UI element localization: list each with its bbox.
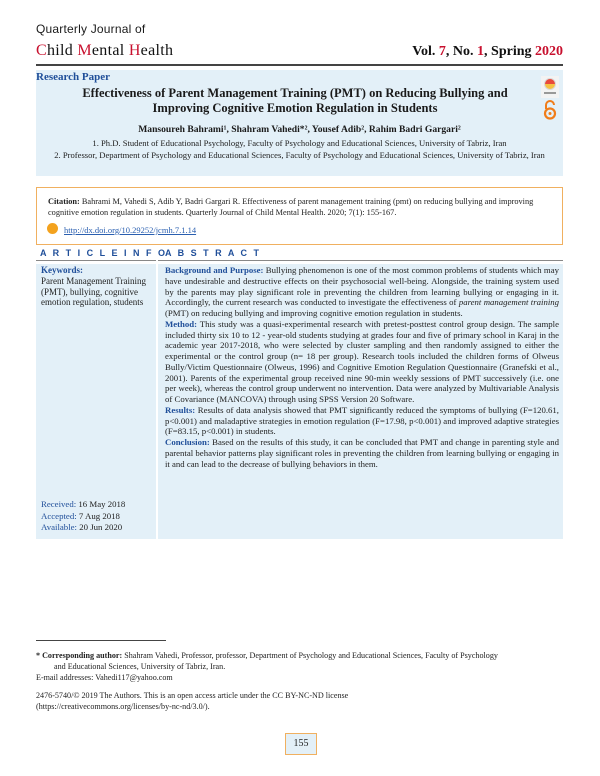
method-label: Method: xyxy=(165,318,198,329)
crossmark-icon[interactable] xyxy=(541,76,559,98)
journal-name-c: C xyxy=(36,42,47,59)
affiliations xyxy=(36,138,563,161)
corresponding-author xyxy=(36,650,563,683)
season-label: , Spring xyxy=(484,44,535,59)
corr-line-2: and Educational Sciences, University of Tabriz, Iran. xyxy=(54,662,226,671)
journal-name-part: hild xyxy=(46,42,78,59)
page-number: 155 xyxy=(285,733,317,755)
citation-label: Citation: xyxy=(48,197,80,206)
abstract-rule xyxy=(158,260,563,261)
volume-info xyxy=(412,44,563,60)
affiliation-1: 1. Ph.D. Student of Educational Psychology, Faculty of Psychology and Educational Sciences, University of Tabriz, Iran xyxy=(92,138,507,148)
article-dates xyxy=(41,499,125,534)
corr-email: E-mail addresses: Vahedi117@yahoo.com xyxy=(36,673,173,682)
abstract-heading: A B S T R A C T xyxy=(165,248,261,258)
issue-number: 1 xyxy=(477,44,485,59)
abstract-results xyxy=(165,405,559,437)
keywords-list: Parent Management Training (PMT), bullying, cognitive emotion regulation, students xyxy=(41,276,146,308)
article-info-rule xyxy=(36,260,156,261)
license-line-1: 2476-5740/© 2019 The Authors. This is an open access article under the CC BY-NC-ND license xyxy=(36,691,349,700)
abstract-conclusion xyxy=(165,437,559,469)
citation-text xyxy=(48,196,553,218)
journal-name-m: M xyxy=(77,42,92,59)
conclusion-label: Conclusion: xyxy=(165,437,210,447)
accepted-date xyxy=(41,511,125,523)
received-date xyxy=(41,499,125,511)
corr-label: * Corresponding author: xyxy=(36,651,123,660)
journal-top-rest2: ournal of xyxy=(96,22,146,36)
background-text: Bullying phenomenon is one of the most common problems of students which may have undesirable and destructive effects on their psychosocial well-being. Alongside, the training system used by the parents may play significant role in preventing the children from learning bullying or engaging in it. Accordingly, the current research was conducted to investigate the effectiveness of xyxy=(165,265,559,308)
journal-top-q: Q xyxy=(36,22,46,36)
doi-row xyxy=(47,223,196,235)
header-divider xyxy=(36,64,563,66)
abstract-background xyxy=(165,265,559,319)
vol-number: 7 xyxy=(438,44,446,59)
citation-body: Bahrami M, Vahedi S, Adib Y, Badri Gargari R. Effectiveness of parent management training (pmt) on reducing bullying and improving cognitive emotion regulation in students. Quarterly Journal of Child Mental Health. 2020; 7(1): 155-167. xyxy=(48,197,534,217)
no-label: , No. xyxy=(445,44,478,59)
corr-text-1: Shahram Vahedi, Professor, professor, Department of Psychology and Educational Sciences, Faculty of Psychology xyxy=(122,651,498,660)
journal-top-j: J xyxy=(90,22,97,36)
article-title: Effectiveness of Parent Management Training (PMT) on Reducing Bullying and Improving Cognitive Emotion Regulation in Students xyxy=(82,86,508,115)
available-date xyxy=(41,522,125,534)
journal-subtitle xyxy=(36,22,145,36)
received-label: Received: xyxy=(41,499,77,509)
license xyxy=(36,690,563,712)
accepted-label: Accepted: xyxy=(41,510,77,521)
license-line-2: (https://creativecommons.org/licenses/by-nc-nd/3.0/). xyxy=(36,702,210,711)
journal-name-h: H xyxy=(128,42,141,59)
journal-name-part: ealth xyxy=(140,42,174,59)
journal-name-part: ental xyxy=(91,42,129,59)
background-italic: parent management training xyxy=(458,297,560,308)
article-type: Research Paper xyxy=(36,71,111,83)
background-text-end: (PMT) on reducing bullying and improving cognitive emotion regulation in students. xyxy=(165,308,463,318)
received-value: 16 May 2018 xyxy=(76,499,126,509)
doi-link[interactable]: http://dx.doi.org/10.29252/jcmh.7.1.14 xyxy=(64,225,197,235)
background-label: Background and Purpose: xyxy=(165,265,264,275)
corr-line-1 xyxy=(36,650,563,661)
conclusion-text: Based on the results of this study, it can be concluded that PMT and change in parenting style and parental behavior patterns play significant roles in preventing the children from learning bullying or engaging in it and can lead to the decrease of bullying behaviors in them. xyxy=(165,437,559,469)
article-info-heading: A R T I C L E I N F O xyxy=(40,248,168,258)
accepted-value: 7 Aug 2018 xyxy=(76,510,120,521)
journal-name xyxy=(36,42,173,60)
keywords-label: Keywords: xyxy=(41,265,83,275)
doi-icon xyxy=(47,223,60,234)
affiliation-2: 2. Professor, Department of Psychology and Educational Sciences, Faculty of Psychology and Educational Sciences, University of Tabriz, Iran xyxy=(54,149,545,160)
method-text: This study was a quasi-experimental research with pretest-posttest control group design. The sample included thirty six 10 to 12 - year-old students studying at grades four and five of primary school in Karaj in the academic year 2017-2018, who were selected by cluster sampling and then randomly assigned to either the experimental or the control group (n= 18 per group). Research tools included the children forms of Olweus Bully/Victim Questionnaire (Olweus, 1996) and Cognitive Emotion Regulation Questionnaire (Granefski et al., 2001). Parents of the experimental group received nine 90-min weekly sessions of PMT successively (i.e. one per week), whereas the control group underwent no intervention. Data were analyzed by Multivariable Analysis of Covariance (MANCOVA) through using SPSS Version 20 Software. xyxy=(165,318,559,404)
journal-top-rest: uarterly xyxy=(45,22,91,36)
abstract-method xyxy=(165,319,559,405)
vol-label: Vol. xyxy=(412,44,439,59)
available-label: Available: xyxy=(41,522,77,532)
results-text: Results of data analysis showed that PMT significantly reduced the symptoms of bullying (F=120.61, p<0.001) and maladaptive strategies in emotion regulation (F=17.98, p<0.001) and improved adaptive strategies (F=83.15, p<0.001) in students. xyxy=(165,404,559,437)
abstract-body xyxy=(165,265,559,469)
year: 2020 xyxy=(535,44,563,59)
authors: Mansoureh Bahrami¹, Shahram Vahedi*², Yousef Adib², Rahim Badri Gargari² xyxy=(138,124,461,135)
available-value: 20 Jun 2020 xyxy=(77,522,123,532)
open-access-icon xyxy=(542,100,558,120)
results-label: Results: xyxy=(165,404,196,415)
footnote-rule xyxy=(36,640,166,641)
